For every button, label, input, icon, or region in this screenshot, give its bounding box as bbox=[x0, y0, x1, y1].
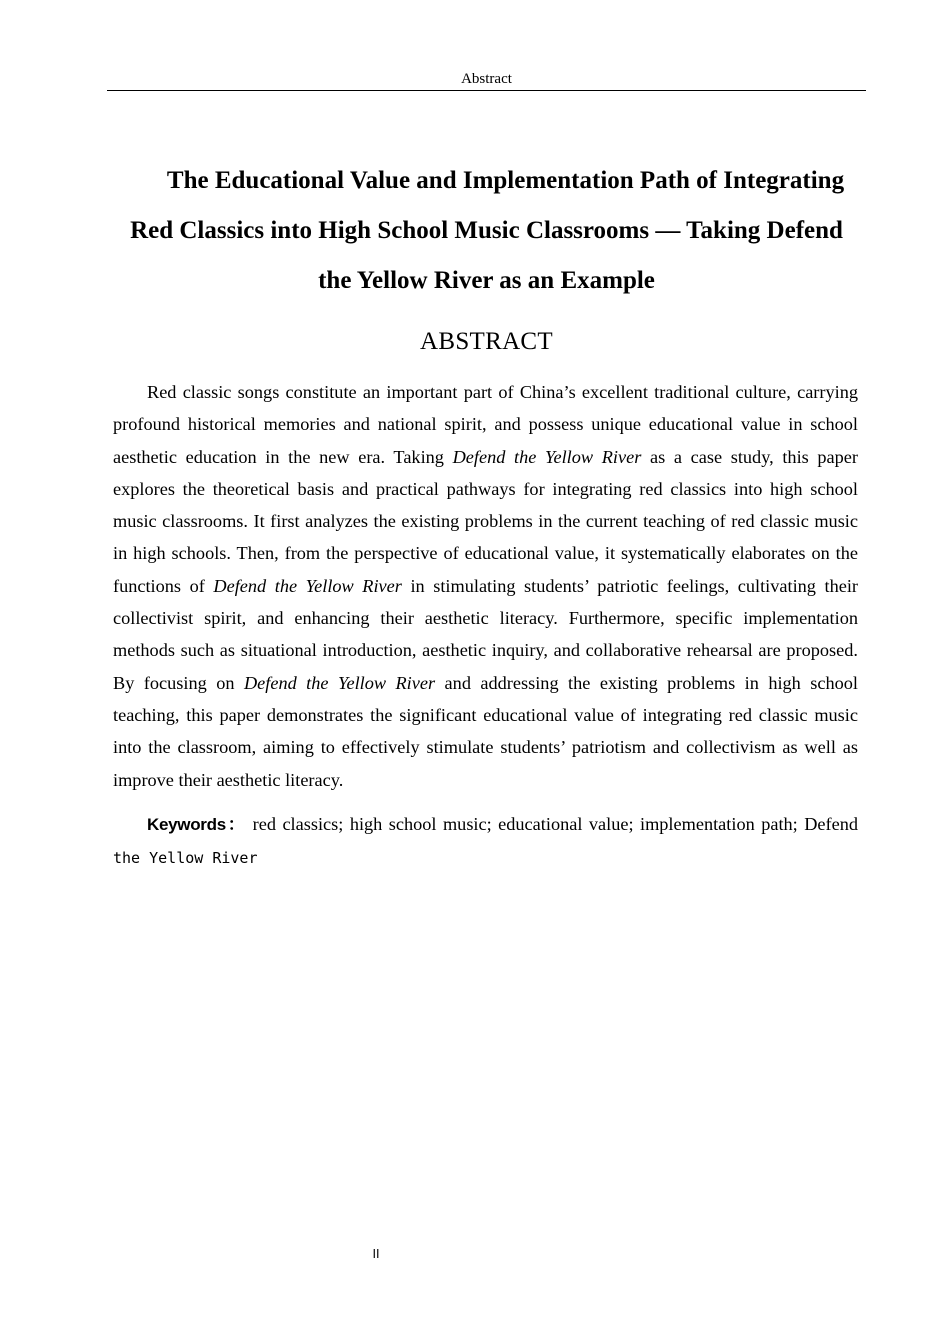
title-line-2: Red Classics into High School Music Classrooms — Taking Defend bbox=[130, 217, 843, 244]
abstract-text-3: in stimulating students’ patriotic feelings, cultivating their collectivist spirit, and enhancing their aesthetic literacy. Furthermore, specific implementation methods such as situational introduction, aesthetic inquiry, and collaborative rehearsal are proposed. By focusing on bbox=[113, 575, 858, 693]
abstract-body bbox=[113, 376, 858, 796]
abstract-text-2: as a case study, this paper explores the theoretical basis and practical pathways for integrating red classics into high school music classrooms. It first analyzes the existing problems in the current teaching of red classic music in high schools. Then, from the perspective of educational value, it systematically elaborates on the functions of bbox=[113, 446, 859, 596]
keywords-paragraph bbox=[113, 808, 858, 875]
keywords-text-tail: the Yellow River bbox=[113, 849, 258, 868]
paper-title bbox=[107, 156, 866, 306]
abstract-heading: ABSTRACT bbox=[420, 328, 553, 355]
title-line-3: the Yellow River as an Example bbox=[318, 267, 655, 294]
keywords-text: red classics; high school music; educational value; implementation path; Defend bbox=[252, 814, 858, 834]
abstract-text-1: Red classic songs constitute an important part of China’s excellent traditional culture, carrying profound historical memories and national spirit, and possess unique educational value in school aesthetic education in the new era. Taking bbox=[113, 382, 858, 467]
keywords-colon: ： bbox=[225, 815, 247, 835]
abstract-text-4: and addressing the existing problems in high school teaching, this paper demonstrates the significant educational value of integrating red classic music into the classroom, aiming to effectively stimulate students’ patriotism and collectivism as well as improve their aesthetic literacy. bbox=[113, 672, 858, 790]
running-header: Abstract bbox=[107, 70, 866, 91]
work-title-2: Defend the Yellow River bbox=[213, 575, 402, 596]
work-title-3: Defend the Yellow River bbox=[243, 672, 436, 693]
work-title-1: Defend the Yellow River bbox=[452, 446, 642, 467]
title-line-1: The Educational Value and Implementation Path of Integrating bbox=[166, 167, 845, 194]
keywords-label: Keywords bbox=[147, 815, 226, 834]
page-number: II bbox=[372, 1247, 380, 1261]
